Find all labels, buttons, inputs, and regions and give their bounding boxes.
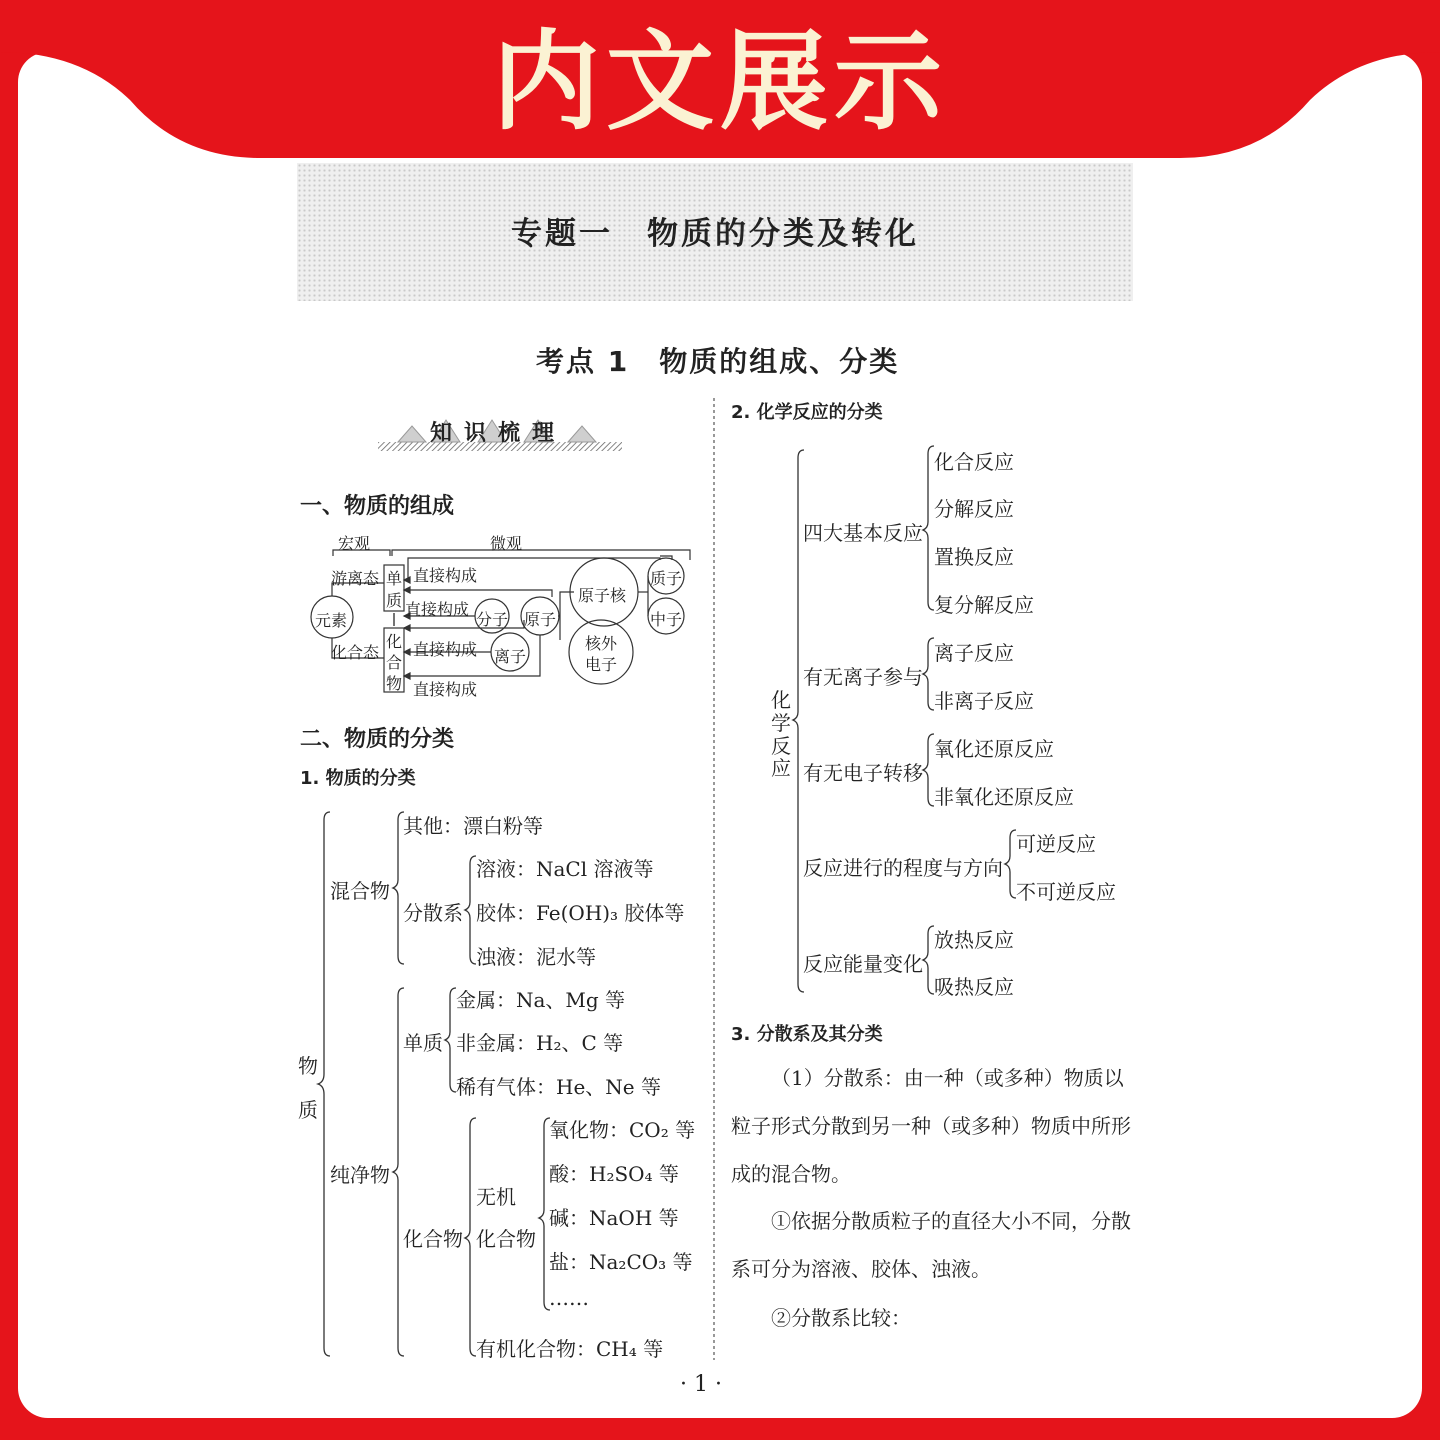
paragraph-2: ①依据分散质粒子的直径大小不同，分散系可分为溶液、胶体、浊液。 (731, 1209, 1131, 1281)
tree-salt: 盐：Na₂CO₃ 等 (549, 1250, 693, 1274)
tree-etc: …… (549, 1286, 589, 1310)
item-redox: 氧化还原反应 (934, 737, 1054, 761)
page-number: · 1 · (680, 1372, 722, 1397)
tree-inorganic-1: 无机 (476, 1185, 516, 1209)
group-energy: 反应能量变化 (803, 952, 923, 976)
tree-solution: 溶液：NaCl 溶液等 (476, 857, 654, 881)
tree-mixture: 混合物 (330, 879, 390, 903)
reaction-root-4: 应 (771, 756, 791, 780)
tree-other: 其他：漂白粉等 (403, 814, 543, 838)
item-displacement: 置换反应 (934, 545, 1014, 569)
group-redox: 有无电子转移 (803, 761, 923, 785)
label-youlitai: 游离态 (331, 569, 380, 588)
reaction-root-2: 学 (771, 711, 791, 735)
node-molecule: 分子 (476, 610, 509, 629)
item-combination: 化合反应 (934, 450, 1014, 474)
label-huahetai: 化合态 (331, 643, 380, 662)
tree-element: 单质 (403, 1031, 443, 1055)
group-direction: 反应进行的程度与方向 (803, 856, 1003, 880)
item-decomposition: 分解反应 (934, 497, 1014, 521)
badge-label: 知识梳理 (430, 421, 567, 446)
node-ion: 离子 (494, 647, 527, 666)
item-ionic: 离子反应 (934, 641, 1014, 665)
node-danzhi-2: 质 (386, 591, 403, 610)
section1-heading: 一、物质的组成 (300, 494, 455, 519)
tree-oxide: 氧化物：CO₂ 等 (549, 1118, 696, 1142)
tree-metal: 金属：Na、Mg 等 (456, 988, 626, 1012)
item-endothermic: 吸热反应 (934, 975, 1014, 999)
label-direct-4: 直接构成 (413, 680, 478, 699)
node-element: 元素 (315, 611, 348, 630)
reaction-root-3: 反 (771, 734, 791, 758)
kaodian-title: 考点 1 物质的组成、分类 (536, 345, 900, 378)
reaction-root-1: 化 (771, 688, 791, 712)
tree-suspension: 浊液：泥水等 (476, 945, 596, 969)
section2-heading: 二、物质的分类 (300, 727, 455, 752)
item-double-displacement: 复分解反应 (934, 593, 1034, 617)
node-danzhi-1: 单 (386, 569, 403, 588)
sub3-heading: 3. 分散系及其分类 (731, 1024, 883, 1045)
tree-organic: 有机化合物：CH₄ 等 (476, 1337, 664, 1361)
paragraph-3: ②分散系比较： (771, 1306, 911, 1330)
node-huahewu-2: 合 (386, 653, 403, 672)
tree-root-2: 质 (298, 1098, 318, 1122)
tree-nonmetal: 非金属：H₂、C 等 (456, 1031, 624, 1055)
node-electron-1: 核外 (585, 634, 618, 653)
item-nonredox: 非氧化还原反应 (934, 785, 1074, 809)
label-direct-1: 直接构成 (413, 566, 478, 585)
topic-title: 专题一 物质的分类及转化 (511, 216, 919, 252)
tree-colloid: 胶体：Fe(OH)₃ 胶体等 (476, 901, 685, 925)
node-proton: 质子 (650, 569, 683, 588)
item-irreversible: 不可逆反应 (1016, 880, 1116, 904)
tree-dispersion: 分散系 (403, 901, 463, 925)
node-atom: 原子 (524, 610, 557, 629)
node-nucleus: 原子核 (578, 586, 627, 605)
tree-pure: 纯净物 (330, 1163, 390, 1187)
banner-title: 内文展示 (491, 20, 948, 145)
tree-acid: 酸：H₂SO₄ 等 (549, 1162, 679, 1186)
tree-base: 碱：NaOH 等 (549, 1206, 679, 1230)
node-electron-2: 电子 (585, 655, 618, 674)
label-direct-3: 直接构成 (413, 640, 478, 659)
group-basic: 四大基本反应 (803, 521, 923, 545)
group-ionic: 有无离子参与 (803, 665, 923, 689)
node-huahewu-1: 化 (386, 632, 403, 651)
sub1-heading: 1. 物质的分类 (300, 768, 416, 789)
tree-noble-gas: 稀有气体：He、Ne 等 (456, 1075, 661, 1099)
node-huahewu-3: 物 (386, 674, 403, 693)
item-reversible: 可逆反应 (1016, 832, 1096, 856)
node-neutron: 中子 (650, 610, 683, 629)
tree-inorganic-2: 化合物 (476, 1227, 536, 1251)
label-macro: 宏观 (338, 534, 371, 553)
sub2-heading: 2. 化学反应的分类 (731, 402, 883, 423)
label-direct-2: 直接构成 (405, 600, 470, 619)
tree-compound: 化合物 (403, 1227, 463, 1251)
paragraph-1: （1）分散系：由一种（或多种）物质以粒子形式分散到另一种（或多种）物质中所形成的混合物。 (731, 1066, 1131, 1186)
item-exothermic: 放热反应 (934, 928, 1014, 952)
tree-root-1: 物 (298, 1054, 318, 1078)
item-nonionic: 非离子反应 (934, 689, 1034, 713)
label-micro: 微观 (490, 534, 523, 553)
